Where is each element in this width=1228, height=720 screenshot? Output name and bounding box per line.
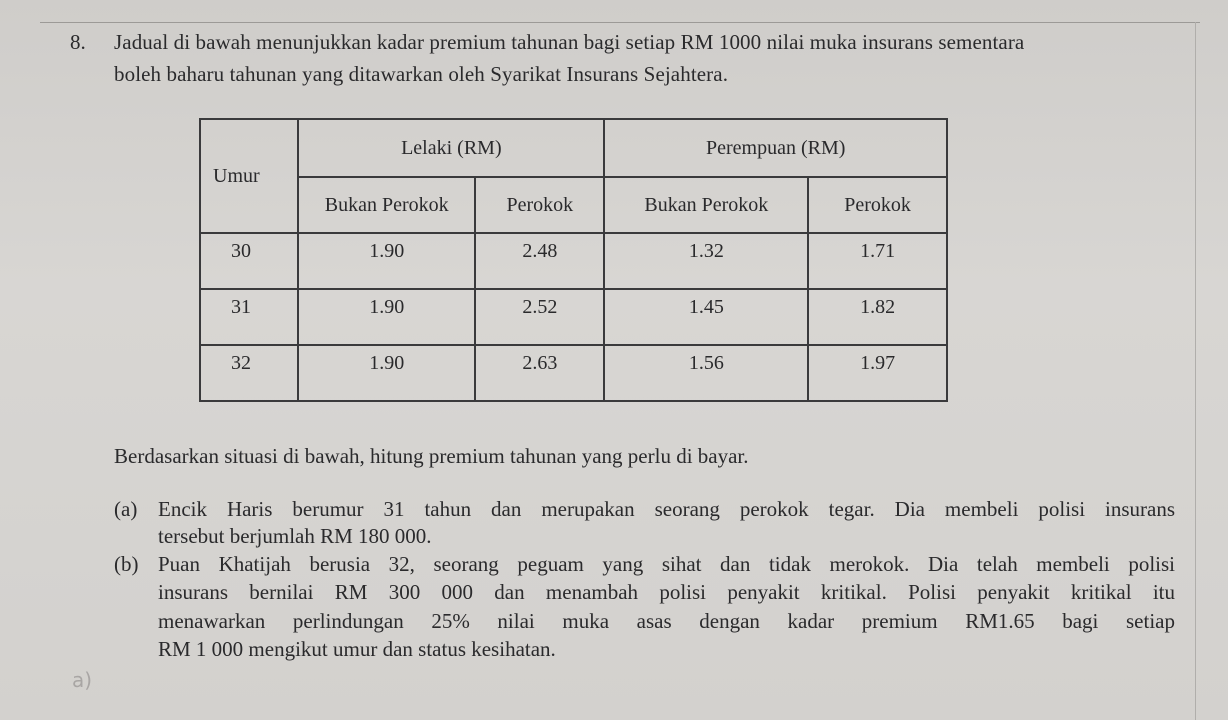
premium-rate-table [199,118,948,402]
part-b-text-line-1: Puan Khatijah berusia 32, seorang peguam yang sihat dan tidak merokok. Dia telah membeli polisi [158,552,1175,576]
female-group-header: Perempuan (RM) [604,119,947,177]
table-header-row [200,119,947,177]
male-smoker-cell: 2.63 [475,345,604,401]
part-b-text-line-3: menawarkan perlindungan 25% nilai muka asas dengan kadar premium RM1.65 bagi setiap [158,609,1175,633]
female-smoker-header: Perokok [808,177,947,233]
male-group-header: Lelaki (RM) [298,119,604,177]
part-a-text-line-1: Encik Haris berumur 31 tahun dan merupakan seorang perokok tegar. Dia membeli polisi insurans [158,497,1175,521]
instruction-text: Berdasarkan situasi di bawah, hitung premium tahunan yang perlu di bayar. [114,444,749,468]
age-cell: 32 [200,345,298,401]
female-non-smoker-cell: 1.56 [604,345,808,401]
female-smoker-cell: 1.82 [808,289,947,345]
question-text-line-1: Jadual di bawah menunjukkan kadar premium tahunan bagi setiap RM 1000 nilai muka insurans sementara [114,30,1025,54]
female-smoker-cell: 1.71 [808,233,947,289]
male-non-smoker-cell: 1.90 [298,233,475,289]
male-non-smoker-header: Bukan Perokok [298,177,475,233]
age-column-header: Umur [200,119,298,233]
age-cell: 30 [200,233,298,289]
part-b-text-line-2: insurans bernilai RM 300 000 dan menambah polisi penyakit kritikal. Polisi penyakit kritikal itu [158,580,1175,604]
table-row [200,289,947,345]
female-smoker-cell: 1.97 [808,345,947,401]
question-number: 8. [70,30,86,54]
table-row [200,345,947,401]
female-non-smoker-cell: 1.32 [604,233,808,289]
page-border-right [1195,22,1196,720]
question-text-line-2: boleh baharu tahunan yang ditawarkan oleh Syarikat Insurans Sejahtera. [114,62,729,86]
male-smoker-cell: 2.52 [475,289,604,345]
male-non-smoker-cell: 1.90 [298,345,475,401]
handwritten-answer-label: a) [72,668,93,692]
female-non-smoker-cell: 1.45 [604,289,808,345]
part-a-label: (a) [114,497,138,521]
male-smoker-header: Perokok [475,177,604,233]
male-non-smoker-cell: 1.90 [298,289,475,345]
age-cell: 31 [200,289,298,345]
table-row [200,233,947,289]
part-b-text-line-4: RM 1 000 mengikut umur dan status kesihatan. [158,637,556,661]
page-border-top [40,22,1200,23]
male-smoker-cell: 2.48 [475,233,604,289]
part-b-label: (b) [114,552,139,576]
female-non-smoker-header: Bukan Perokok [604,177,808,233]
part-a-text-line-2: tersebut berjumlah RM 180 000. [158,524,432,548]
table-subheader-row [200,177,947,233]
